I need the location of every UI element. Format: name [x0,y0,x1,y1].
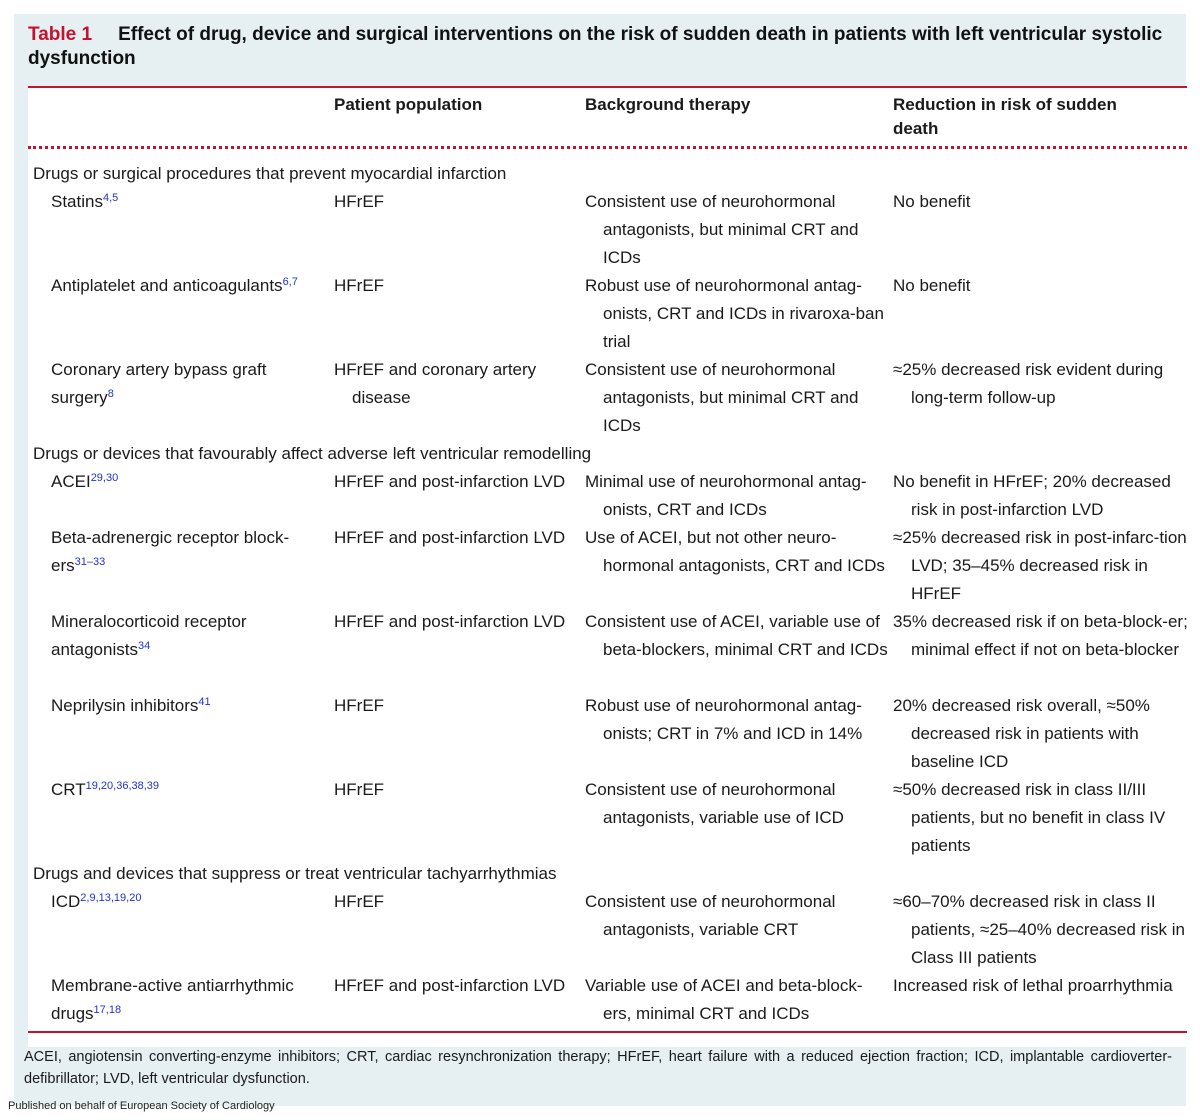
section-title: Drugs or devices that favourably affect adverse left ventricular remodelling [33,444,592,463]
row-name: ICD$^{2,9,13,19,20}$ [51,892,142,911]
row-population: HFrEF and post-infarction LVD [334,528,566,547]
row-reduction: ≈60–70% decreased risk in class II patients, ≈25–40% decreased risk in Class III patients [893,892,1185,967]
table-title [28,23,1178,71]
row-reduction: 20% decreased risk overall, ≈50% decreased risk in patients with baseline ICD [893,696,1150,771]
header-rule [28,146,1187,149]
row-name: Statins$^{4,5}$ [51,192,119,211]
row-population: HFrEF [334,780,385,799]
row-background: Consistent use of neurohormonal antagonists, but minimal CRT and ICDs [585,360,859,435]
row-background: Robust use of neurohormonal antag-onists, CRT and ICDs in rivaroxa-ban trial [585,276,884,351]
header-background: Background therapy [585,95,751,114]
row-background: Consistent use of ACEI, variable use of beta-blockers, minimal CRT and ICDs [585,612,888,659]
header-reduction [893,93,1117,141]
row-reduction: Increased risk of lethal proarrhythmia [893,976,1173,995]
section-title: Drugs and devices that suppress or treat ventricular tachyarrhythmias [33,864,557,883]
row-reduction: No benefit in HFrEF; 20% decreased risk in post-infarction LVD [893,472,1171,519]
row-population: HFrEF and post-infarction LVD [334,976,566,995]
header-reduction-line1: Reduction in risk of sudden [893,95,1117,114]
bottom-rule [28,1031,1187,1033]
row-background: Minimal use of neurohormonal antag-onists, CRT and ICDs [585,472,867,519]
publisher-note: Published on behalf of European Society of Cardiology [8,1100,275,1112]
row-name: Neprilysin inhibitors$^{41}$ [51,696,211,715]
row-population: HFrEF [334,696,385,715]
row-background: Use of ACEI, but not other neuro-hormonal antagonists, CRT and ICDs [585,528,885,575]
row-background: Consistent use of neurohormonal antagonists, but minimal CRT and ICDs [585,192,859,267]
row-reduction: 35% decreased risk if on beta-block-er; minimal effect if not on beta-blocker [893,612,1188,659]
row-population: HFrEF and post-infarction LVD [334,612,566,631]
row-name: Antiplatelet and anticoagulants$^{6,7}$ [51,276,298,295]
row-population: HFrEF [334,892,385,911]
row-name: Mineralocorticoid receptor antagonists$^{34}$ [51,612,247,659]
row-population: HFrEF [334,192,385,211]
row-population: HFrEF and coronary artery disease [334,360,537,407]
row-reduction: ≈50% decreased risk in class II/III patients, but no benefit in class IV patients [893,780,1166,855]
row-reduction: No benefit [893,276,971,295]
table-label: Table 1 [28,24,93,45]
header-population: Patient population [334,95,483,114]
row-background: Consistent use of neurohormonal antagonists, variable CRT [585,892,836,939]
row-name: ACEI$^{29,30}$ [51,472,119,491]
row-population: HFrEF and post-infarction LVD [334,472,566,491]
row-reduction: No benefit [893,192,971,211]
section-title: Drugs or surgical procedures that prevent myocardial infarction [33,164,507,183]
row-name: Membrane-active antiarrhythmic drugs$^{17,18}$ [51,976,294,1023]
row-name: Beta-adrenergic receptor block-ers$^{31-33}$ [51,528,290,575]
table-title-text: Effect of drug, device and surgical interventions on the risk of sudden death in patients with left ventricular systolic dysfunction [28,24,1163,69]
row-reduction: ≈25% decreased risk evident during long-term follow-up [893,360,1164,407]
table-footnote: ACEI, angiotensin converting-enzyme inhibitors; CRT, cardiac resynchronization therapy; HFrEF, heart failure with a reduced ejection fraction; ICD, implantable cardioverter-defibrillator; LVD, left ventricular dysfunction. [24,1049,1172,1087]
row-background: Robust use of neurohormonal antag-onists; CRT in 7% and ICD in 14% [585,696,863,743]
row-reduction: ≈25% decreased risk in post-infarc-tion LVD; 35–45% decreased risk in HFrEF [893,528,1187,603]
row-background: Consistent use of neurohormonal antagonists, variable use of ICD [585,780,844,827]
row-background: Variable use of ACEI and beta-block-ers, minimal CRT and ICDs [585,976,863,1023]
header-reduction-line2: death [893,119,939,138]
top-rule [28,86,1187,88]
row-name: Coronary artery bypass graft surgery$^8$ [51,360,267,407]
row-population: HFrEF [334,276,385,295]
row-name: CRT$^{19,20,36,38,39}$ [51,780,160,799]
